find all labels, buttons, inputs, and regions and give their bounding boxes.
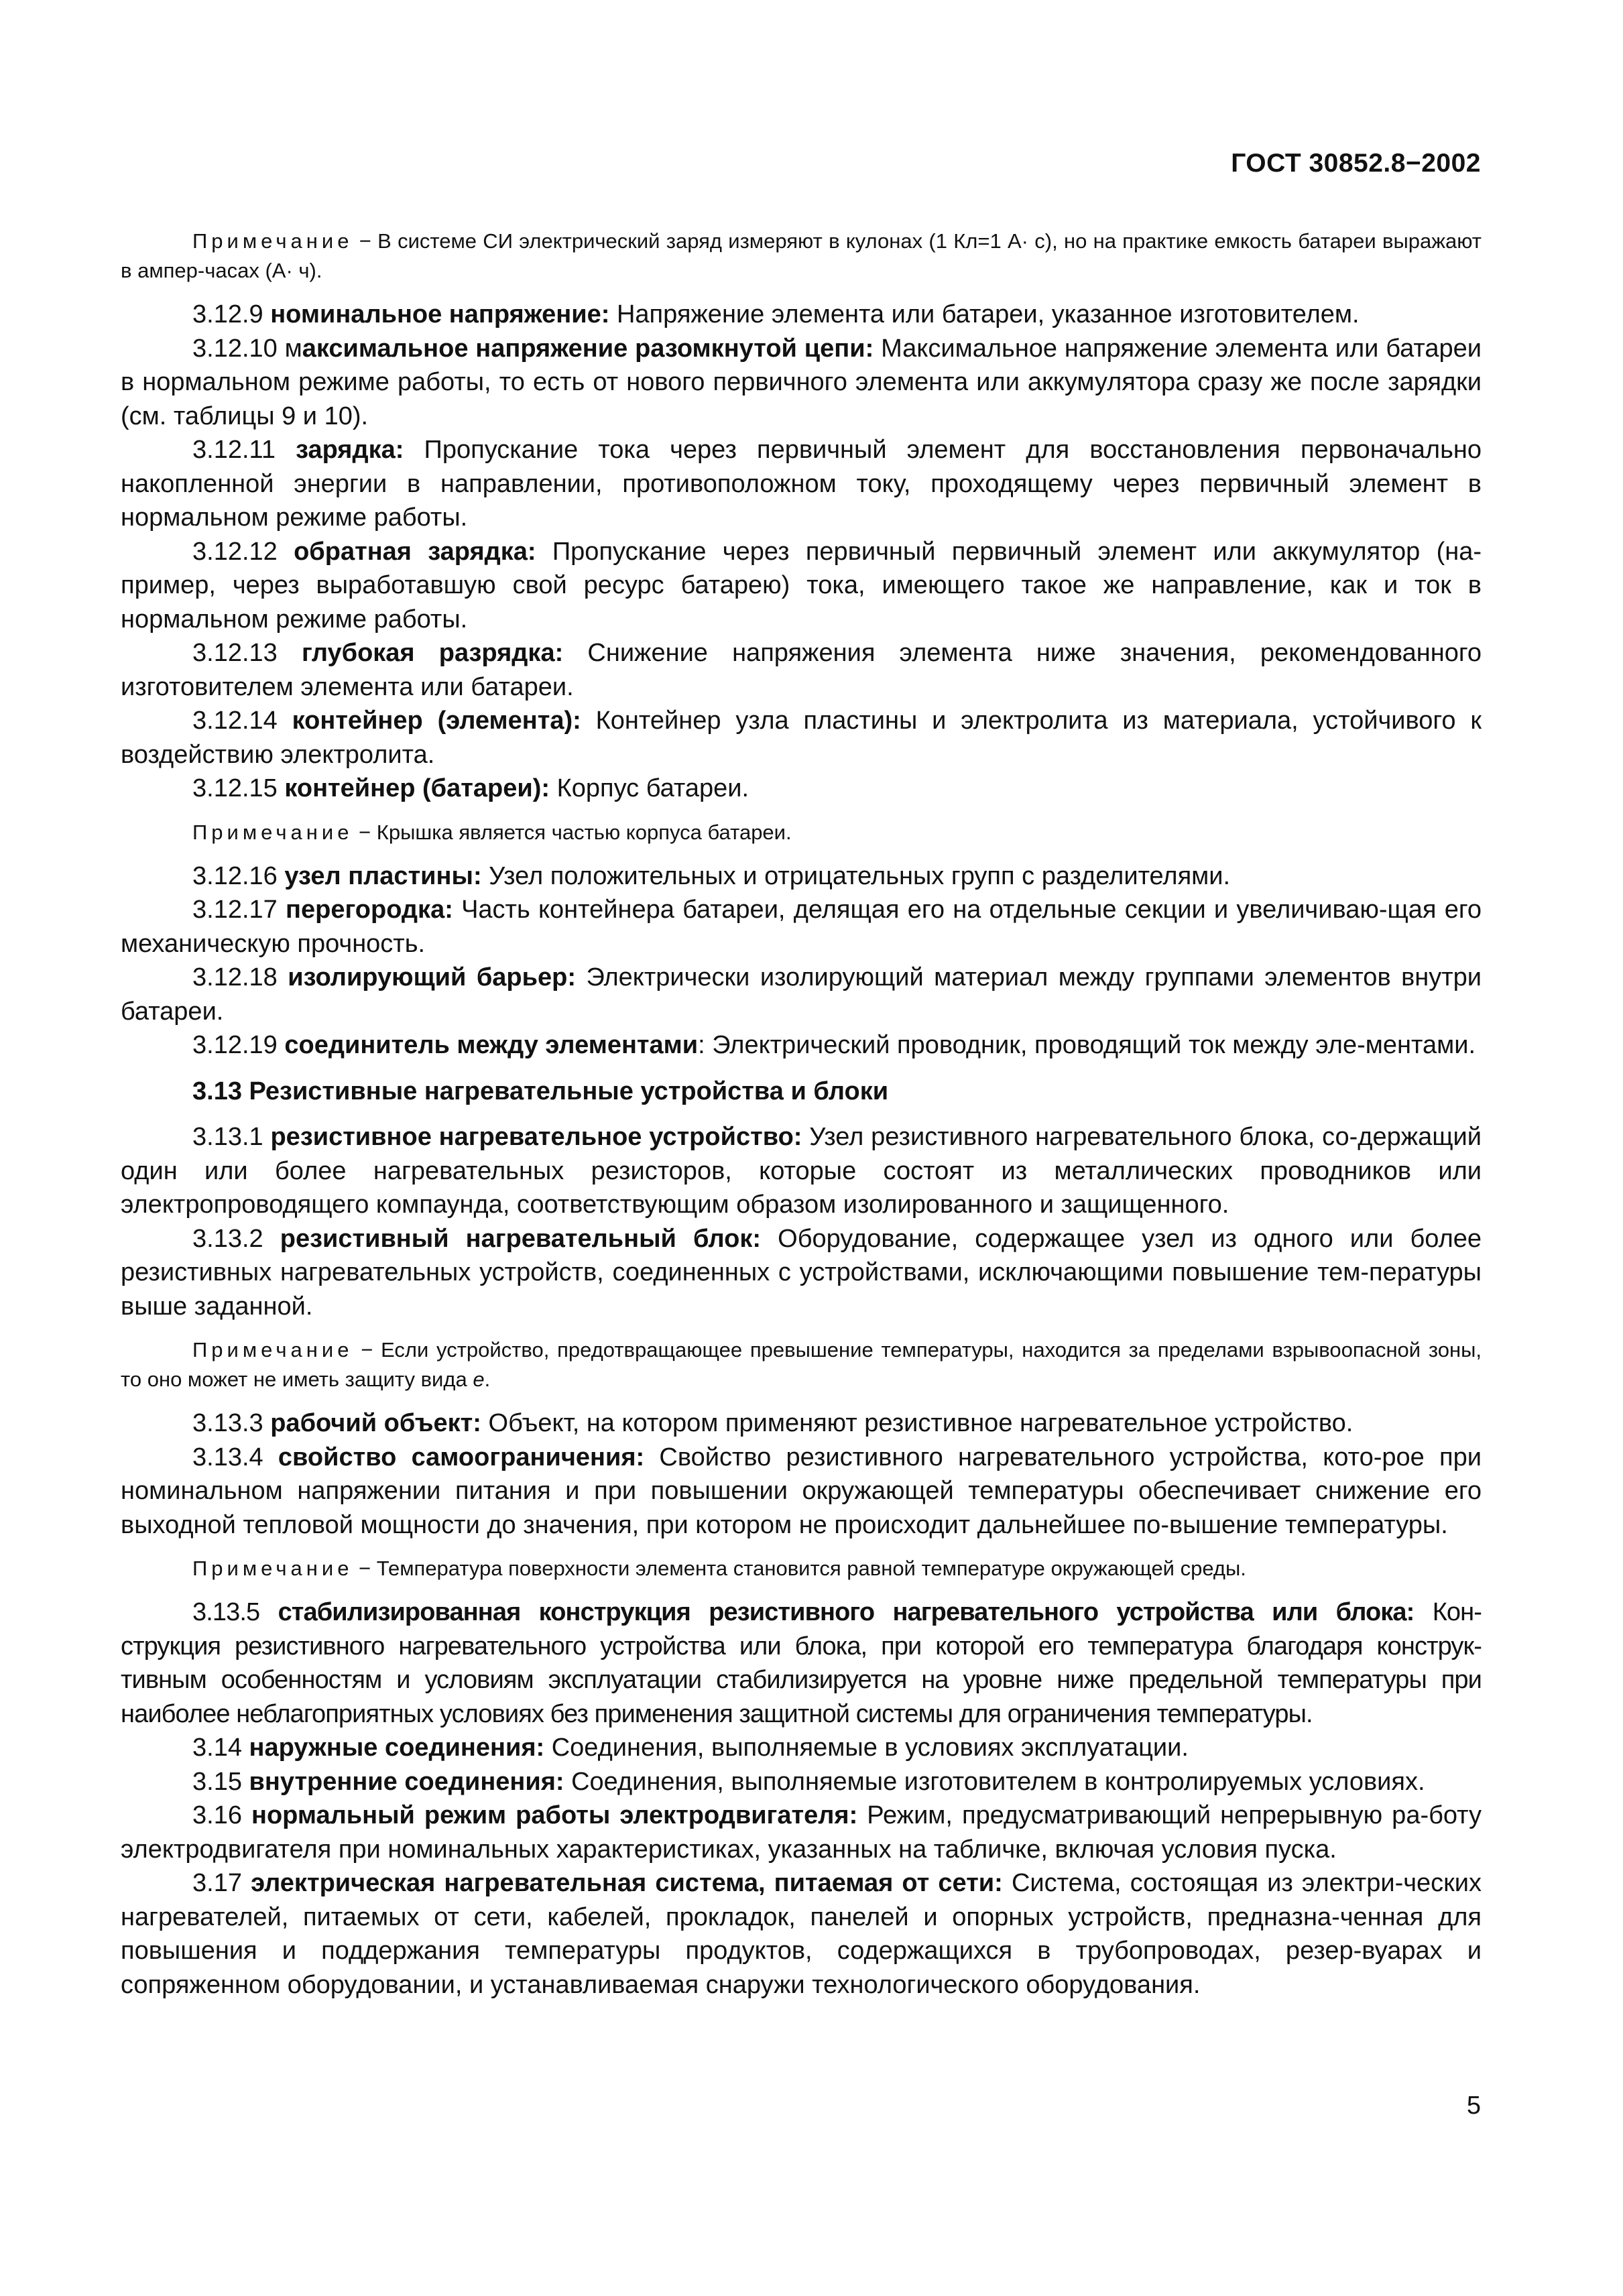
- clause-text: Напряжение элемента или батареи, указанное изготовителем.: [616, 300, 1360, 328]
- clause-term: резистивное нагревательное устройство:: [270, 1123, 802, 1151]
- clause-text: Соединения, выполняемые изготовителем в контролируемых условиях.: [571, 1767, 1425, 1796]
- clause-3-12-15: [121, 772, 1482, 806]
- clause-text: Режим, предусматривающий непрерывную ра-боту электродвигателя при номинальных характеристиках, указанных на табличке, включая условия пуска.: [121, 1801, 1482, 1864]
- note-overtemperature-device: Примечание − Если устройство, предотвращающее превышение температуры, находится за пределами взрывоопасной зоны, то оно может не иметь защиту вида e.: [121, 1338, 1482, 1391]
- clause-number: 3.12.18: [192, 963, 278, 991]
- section-heading-3-13: 3.13 Резистивные нагревательные устройства и блоки: [192, 1077, 889, 1105]
- clause-number: 3.12.14: [192, 707, 278, 735]
- document-body: [121, 227, 1482, 2002]
- clause-number: 3.12.19: [192, 1031, 278, 1059]
- clause-text: Пропускание через первичный первичный элемент или аккумулятор (на-пример, через выработавшую свой ресурс батарею) тока, имеющего такое же направление, как и ток в нормальном режиме работы.: [121, 537, 1482, 633]
- clause-3-15: [121, 1765, 1482, 1799]
- clause-term: перегородка:: [286, 896, 453, 924]
- clause-3-12-10: [121, 332, 1482, 434]
- clause-number: 3.12.11: [192, 436, 276, 464]
- clause-term: резистивный нагревательный блок:: [280, 1224, 762, 1253]
- clause-term: зарядка:: [296, 436, 404, 464]
- clause-number: 3.13.2: [192, 1224, 263, 1253]
- clause-number: 3.13.1: [192, 1123, 263, 1151]
- page-number: 5: [1466, 2092, 1481, 2120]
- clause-text: : Электрический проводник, проводящий ток между эле-ментами.: [698, 1031, 1476, 1059]
- note-surface-temperature: Примечание − Температура поверхности элемента становится равной температуре окружающей среды.: [192, 1557, 1246, 1580]
- clause-number: 3.13.5: [192, 1598, 260, 1626]
- clause-term: электрическая нагревательная система, питаемая от сети:: [251, 1869, 1003, 1897]
- clause-term: аксимальное напряжение разомкнутой цепи:: [302, 334, 874, 363]
- clause-term: изолирующий барьер:: [288, 963, 576, 991]
- clause-3-12-12: [121, 535, 1482, 637]
- clause-3-12-14: [121, 704, 1482, 772]
- clause-number: 3.12.15: [192, 774, 278, 802]
- clause-3-13-2: [121, 1222, 1482, 1324]
- clause-text: Кон-струкция резистивного нагревательного устройства или блока, при которой его температура благодаря конструк-тивным особенностям и условиям эксплуатации стабилизируется на уровне ниже предельной температуры при наиболее неблагоприятных условиях без применения защитной системы для ограничения температуры.: [121, 1598, 1482, 1728]
- clause-text: Максимальное напряжение элемента или батареи в нормальном режиме работы, то есть от нового первичного элемента или аккумулятора сразу же после зарядки (см. таблицы 9 и 10).: [121, 334, 1482, 430]
- clause-term: обратная зарядка:: [294, 537, 536, 566]
- clause-number: 3.17: [192, 1869, 242, 1897]
- clause-term: номинальное напряжение:: [270, 300, 610, 328]
- clause-number: 3.14: [192, 1734, 242, 1762]
- note-charge-units: Примечание − В системе СИ электрический заряд измеряют в кулонах (1 Кл=1 А· с), но на практике емкость батареи выражают в ампер-часах (А· ч).: [121, 229, 1482, 282]
- clause-number: 3.15: [192, 1767, 242, 1796]
- clause-3-12-11: [121, 433, 1482, 535]
- clause-number: 3.12.13: [192, 639, 278, 667]
- clause-3-13-5: [121, 1595, 1482, 1731]
- clause-term: свойство самоограничения:: [278, 1443, 645, 1471]
- clause-number: 3.16: [192, 1801, 242, 1829]
- clause-term: внутренние соединения:: [249, 1767, 564, 1796]
- clause-text: Контейнер узла пластины и электролита из материала, устойчивого к воздействию электролита.: [121, 707, 1482, 769]
- protection-type: e: [473, 1368, 485, 1391]
- clause-term: наружные соединения:: [249, 1734, 545, 1762]
- clause-3-12-13: [121, 636, 1482, 704]
- clause-term: контейнер (батареи):: [284, 774, 550, 802]
- clause-text: Система, состоящая из электри-ческих нагревателей, питаемых от сети, кабелей, прокладок, панелей и опорных устройств, предназна-ченная для повышения и поддержания температуры продуктов, содержащихся в трубопроводах, резер-вуарах и сопряженном оборудовании, и устанавливаемая снаружи технологического оборудования.: [121, 1869, 1482, 1999]
- note-label: Примечание: [192, 820, 353, 844]
- clause-text: Объект, на котором применяют резистивное нагревательное устройство.: [488, 1409, 1354, 1437]
- clause-term: глубокая разрядка:: [301, 639, 564, 667]
- clause-number: 3.13.4: [192, 1443, 263, 1471]
- clause-term: стабилизированная конструкция резистивного нагревательного устройства или блока:: [278, 1598, 1415, 1626]
- clause-number: 3.13.3: [192, 1409, 263, 1437]
- clause-text: Снижение напряжения элемента ниже значения, рекомендованного изготовителем элемента или батареи.: [121, 639, 1482, 701]
- clause-number: 3.12.12: [192, 537, 278, 566]
- clause-3-13-4: [121, 1441, 1482, 1543]
- clause-3-12-17: [121, 893, 1482, 961]
- clause-text: Электрически изолирующий материал между группами элементов внутри батареи.: [121, 963, 1482, 1026]
- clause-text: Свойство резистивного нагревательного устройства, кото-рое при номинальном напряжении питания и при повышении окружающей температуры обеспечивает снижение его выходной тепловой мощности до значения, при котором не происходит дальнейшее по-вышение температуры.: [121, 1443, 1482, 1539]
- clause-3-12-9: [121, 298, 1482, 332]
- clause-number: 3.12.17: [192, 896, 278, 924]
- clause-number: 3.12.16: [192, 861, 278, 890]
- note-label: Примечание: [192, 1338, 353, 1362]
- clause-text: Соединения, выполняемые в условиях эксплуатации.: [551, 1734, 1189, 1762]
- clause-term: нормальный режим работы электродвигателя:: [251, 1801, 858, 1829]
- note-label: Примечание: [192, 229, 353, 253]
- clause-3-14: [121, 1731, 1482, 1765]
- clause-term: контейнер (элемента):: [292, 707, 581, 735]
- clause-3-17: [121, 1866, 1482, 2002]
- clause-3-12-16: [121, 859, 1482, 894]
- clause-term: соединитель между элементами: [284, 1031, 699, 1059]
- clause-number: 3.12.9: [192, 300, 263, 328]
- note-battery-lid: Примечание − Крышка является частью корпуса батареи.: [192, 820, 792, 844]
- clause-text: Корпус батареи.: [556, 774, 749, 802]
- note-label: Примечание: [192, 1557, 353, 1580]
- clause-text: Узел резистивного нагревательного блока, со-держащий один или более нагревательных резисторов, которые состоят из металлических проводников или электропроводящего компаунда, соответствующим образом изолированного и защищенного.: [121, 1123, 1482, 1219]
- clause-number: 3.12.10 м: [192, 334, 302, 363]
- clause-3-16: [121, 1799, 1482, 1866]
- clause-3-12-18: [121, 961, 1482, 1028]
- clause-text: Часть контейнера батареи, делящая его на отдельные секции и увеличиваю-щая его механическую прочность.: [121, 896, 1482, 958]
- clause-text: Оборудование, содержащее узел из одного или более резистивных нагревательных устройств, соединенных с устройствами, исключающими повышение тем-пературы выше заданной.: [121, 1224, 1482, 1321]
- clause-text: Пропускание тока через первичный элемент для восстановления первоначально накопленной энергии в направлении, противоположном току, проходящему через первичный элемент в нормальном режиме работы.: [121, 436, 1482, 532]
- clause-term: узел пластины:: [284, 861, 482, 890]
- clause-3-12-19: [121, 1028, 1482, 1063]
- clause-term: рабочий объект:: [270, 1409, 481, 1437]
- clause-text: Узел положительных и отрицательных групп с разделителями.: [489, 861, 1231, 890]
- clause-3-13-3: [121, 1406, 1482, 1441]
- document-header: ГОСТ 30852.8−2002: [1231, 149, 1481, 178]
- clause-3-13-1: [121, 1120, 1482, 1222]
